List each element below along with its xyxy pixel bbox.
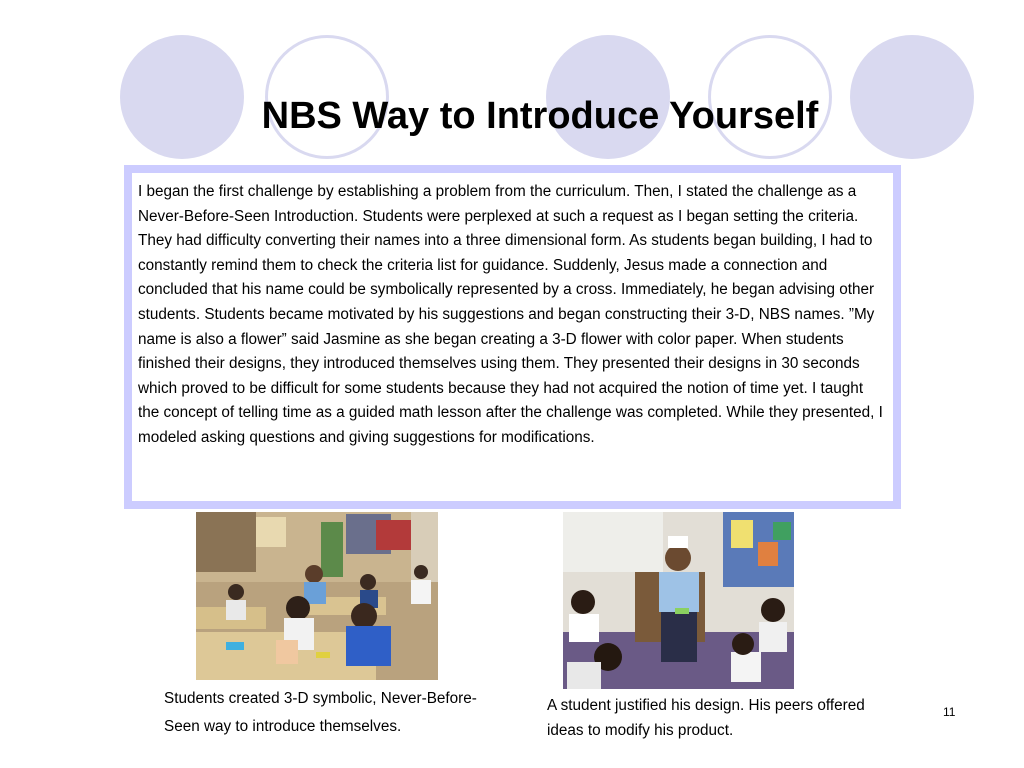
left-photo-caption: Students created 3-D symbolic, Never-Before- Seen way to introduce themselves. <box>164 690 477 735</box>
right-photo-caption: A student justified his design. His peers offered ideas to modify his product. <box>547 697 865 739</box>
classroom-building-photo <box>196 512 438 680</box>
narrative-text-box <box>124 165 901 509</box>
student-presenting-photo <box>563 512 794 689</box>
narrative-text: I began the first challenge by establishing a problem from the curriculum. Then, I stated the challenge as a Never-Before-Seen Introduction. Students were perplexed at such a request as I began setting the criteria. They had difficulty converting their names into a three dimensional form. As students began building, I had to constantly remind them to check the criteria list for guidance. Suddenly, Jesus made a connection and concluded that his name could be symbolically represented by a cross. Immediately, he began advising other students. Students became motivated by his suggestions and began constructing their 3-D, NBS names. ”My name is also a flower” said Jasmine as she began creating a 3-D flower with color paper. When students finished their designs, they introduced themselves using them. They presented their designs in 30 seconds which proved to be difficult for some students because they had not acquired the notion of time yet. I taught the concept of telling time as a guided math lesson after the challenge was completed. While they presented, I modeled asking questions and giving suggestions for modifications. <box>138 183 883 446</box>
page-number: 11 <box>943 705 956 719</box>
slide-title: NBS Way to Introduce Yourself <box>261 95 819 137</box>
